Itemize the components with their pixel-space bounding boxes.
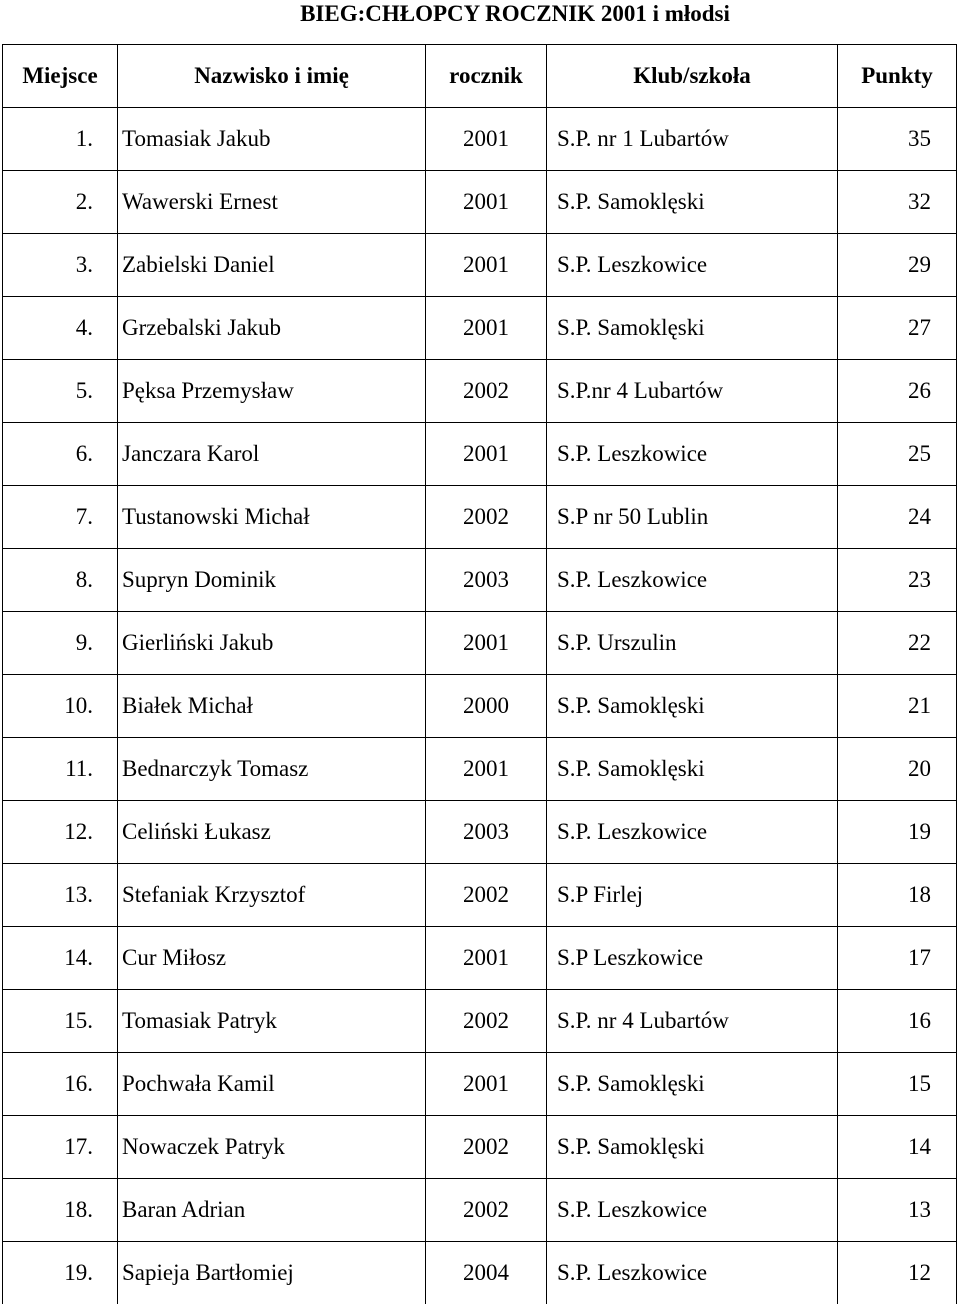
table-row	[3, 1053, 957, 1116]
header-row	[3, 45, 957, 108]
club-cell: S.P nr 50 Lublin	[547, 486, 838, 549]
club-cell: S.P Firlej	[547, 864, 838, 927]
points-cell: 26	[838, 360, 957, 423]
table-row	[3, 297, 957, 360]
points-cell: 24	[838, 486, 957, 549]
table-row	[3, 234, 957, 297]
place-cell: 15.	[3, 990, 118, 1053]
year-cell: 2001	[426, 108, 547, 171]
table-row	[3, 549, 957, 612]
name-cell: Cur Miłosz	[118, 927, 426, 990]
points-cell: 21	[838, 675, 957, 738]
name-cell: Gierliński Jakub	[118, 612, 426, 675]
place-cell: 16.	[3, 1053, 118, 1116]
year-cell: 2002	[426, 360, 547, 423]
place-cell: 19.	[3, 1242, 118, 1304]
place-cell: 13.	[3, 864, 118, 927]
year-cell: 2000	[426, 675, 547, 738]
club-cell: S.P Leszkowice	[547, 927, 838, 990]
name-cell: Tustanowski Michał	[118, 486, 426, 549]
points-cell: 18	[838, 864, 957, 927]
table-row	[3, 1179, 957, 1242]
name-cell: Pochwała Kamil	[118, 1053, 426, 1116]
points-cell: 25	[838, 423, 957, 486]
club-cell: S.P. Leszkowice	[547, 1242, 838, 1304]
year-cell: 2002	[426, 1179, 547, 1242]
club-cell: S.P. Leszkowice	[547, 801, 838, 864]
place-cell: 14.	[3, 927, 118, 990]
club-cell: S.P. Leszkowice	[547, 1179, 838, 1242]
points-cell: 15	[838, 1053, 957, 1116]
table-row	[3, 1242, 957, 1304]
year-cell: 2002	[426, 486, 547, 549]
place-cell: 4.	[3, 297, 118, 360]
year-cell: 2001	[426, 423, 547, 486]
year-cell: 2002	[426, 1116, 547, 1179]
name-cell: Celiński Łukasz	[118, 801, 426, 864]
name-cell: Tomasiak Jakub	[118, 108, 426, 171]
club-cell: S.P. nr 1 Lubartów	[547, 108, 838, 171]
name-cell: Grzebalski Jakub	[118, 297, 426, 360]
place-cell: 10.	[3, 675, 118, 738]
table-row	[3, 612, 957, 675]
place-cell: 18.	[3, 1179, 118, 1242]
year-cell: 2003	[426, 801, 547, 864]
column-header-name: Nazwisko i imię	[118, 45, 426, 108]
year-cell: 2001	[426, 171, 547, 234]
results-table	[2, 44, 957, 1304]
name-cell: Janczara Karol	[118, 423, 426, 486]
club-cell: S.P. Samoklęski	[547, 171, 838, 234]
table-row	[3, 927, 957, 990]
table-row	[3, 108, 957, 171]
club-cell: S.P. Samoklęski	[547, 1053, 838, 1116]
table-row	[3, 1116, 957, 1179]
place-cell: 8.	[3, 549, 118, 612]
club-cell: S.P. Leszkowice	[547, 423, 838, 486]
table-row	[3, 864, 957, 927]
column-header-year: rocznik	[426, 45, 547, 108]
name-cell: Baran Adrian	[118, 1179, 426, 1242]
name-cell: Bednarczyk Tomasz	[118, 738, 426, 801]
year-cell: 2001	[426, 297, 547, 360]
name-cell: Stefaniak Krzysztof	[118, 864, 426, 927]
place-cell: 17.	[3, 1116, 118, 1179]
name-cell: Tomasiak Patryk	[118, 990, 426, 1053]
club-cell: S.P. Samoklęski	[547, 675, 838, 738]
place-cell: 9.	[3, 612, 118, 675]
points-cell: 20	[838, 738, 957, 801]
table-row	[3, 486, 957, 549]
club-cell: S.P. Samoklęski	[547, 1116, 838, 1179]
year-cell: 2004	[426, 1242, 547, 1304]
year-cell: 2001	[426, 1053, 547, 1116]
points-cell: 29	[838, 234, 957, 297]
name-cell: Białek Michał	[118, 675, 426, 738]
name-cell: Supryn Dominik	[118, 549, 426, 612]
name-cell: Nowaczek Patryk	[118, 1116, 426, 1179]
table-row	[3, 738, 957, 801]
place-cell: 3.	[3, 234, 118, 297]
year-cell: 2001	[426, 612, 547, 675]
points-cell: 16	[838, 990, 957, 1053]
points-cell: 35	[838, 108, 957, 171]
year-cell: 2001	[426, 927, 547, 990]
club-cell: S.P. nr 4 Lubartów	[547, 990, 838, 1053]
year-cell: 2001	[426, 234, 547, 297]
column-header-place: Miejsce	[3, 45, 118, 108]
club-cell: S.P. Urszulin	[547, 612, 838, 675]
points-cell: 12	[838, 1242, 957, 1304]
column-header-points: Punkty	[838, 45, 957, 108]
year-cell: 2002	[426, 990, 547, 1053]
club-cell: S.P. Samoklęski	[547, 738, 838, 801]
name-cell: Zabielski Daniel	[118, 234, 426, 297]
points-cell: 22	[838, 612, 957, 675]
table-row	[3, 990, 957, 1053]
year-cell: 2002	[426, 864, 547, 927]
page-title: BIEG:CHŁOPCY ROCZNIK 2001 i młodsi	[0, 0, 960, 30]
year-cell: 2001	[426, 738, 547, 801]
table-row	[3, 675, 957, 738]
table-row	[3, 171, 957, 234]
club-cell: S.P.nr 4 Lubartów	[547, 360, 838, 423]
year-cell: 2003	[426, 549, 547, 612]
column-header-club: Klub/szkoła	[547, 45, 838, 108]
place-cell: 6.	[3, 423, 118, 486]
place-cell: 12.	[3, 801, 118, 864]
points-cell: 32	[838, 171, 957, 234]
table-row	[3, 423, 957, 486]
name-cell: Pęksa Przemysław	[118, 360, 426, 423]
points-cell: 27	[838, 297, 957, 360]
place-cell: 11.	[3, 738, 118, 801]
points-cell: 23	[838, 549, 957, 612]
club-cell: S.P. Leszkowice	[547, 234, 838, 297]
points-cell: 19	[838, 801, 957, 864]
table-row	[3, 360, 957, 423]
place-cell: 2.	[3, 171, 118, 234]
place-cell: 1.	[3, 108, 118, 171]
name-cell: Sapieja Bartłomiej	[118, 1242, 426, 1304]
points-cell: 17	[838, 927, 957, 990]
club-cell: S.P. Leszkowice	[547, 549, 838, 612]
name-cell: Wawerski Ernest	[118, 171, 426, 234]
points-cell: 14	[838, 1116, 957, 1179]
points-cell: 13	[838, 1179, 957, 1242]
table-row	[3, 801, 957, 864]
place-cell: 5.	[3, 360, 118, 423]
club-cell: S.P. Samoklęski	[547, 297, 838, 360]
place-cell: 7.	[3, 486, 118, 549]
